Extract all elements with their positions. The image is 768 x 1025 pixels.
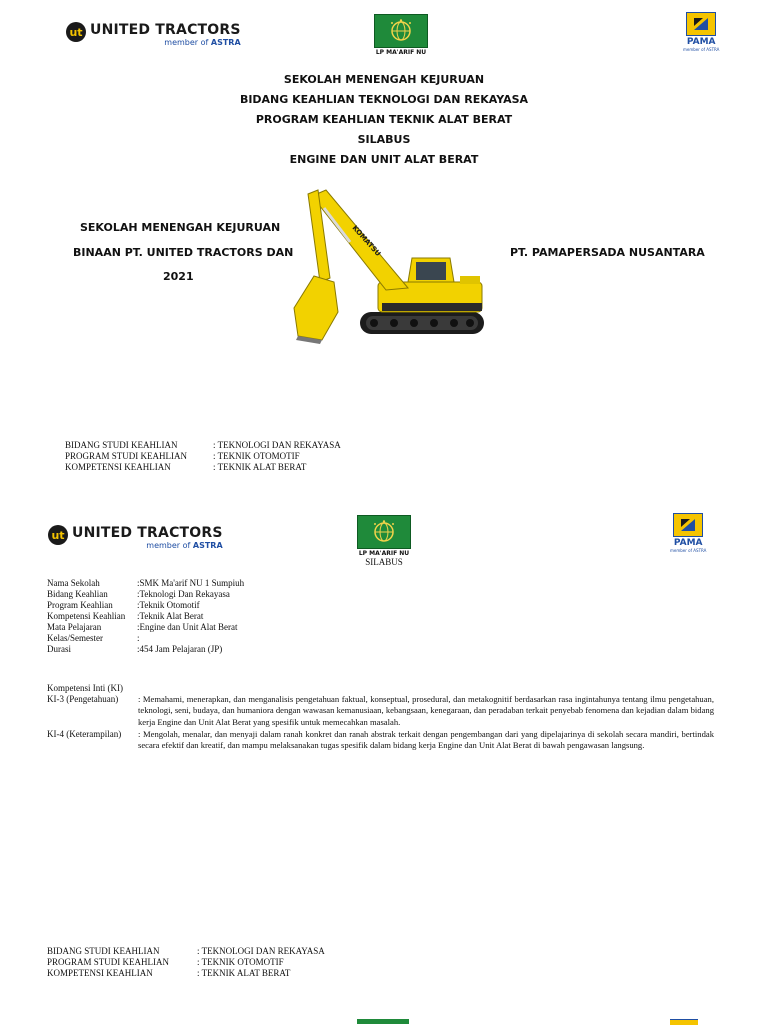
p2-field-row-1: [47, 946, 325, 958]
pama-sub-2: member of ASTRA: [670, 548, 707, 553]
info-value: :Teknik Otomotif: [137, 600, 200, 610]
next-page-nu-logo-partial: [357, 1019, 409, 1024]
nu-globe-icon-2: [357, 515, 411, 549]
nu-label-2: LP MA'ARIF NU: [358, 550, 410, 557]
lp-maarif-nu-logo-2: [357, 515, 411, 557]
header-line-4: SILABUS: [357, 133, 411, 146]
pama-logo-2: [670, 513, 706, 553]
ut-member: member of: [164, 38, 209, 47]
ut-member-line-2: [72, 541, 223, 551]
header-line-3: PROGRAM KEAHLIAN TEKNIK ALAT BERAT: [255, 113, 513, 126]
ut-astra: ASTRA: [210, 38, 241, 47]
ut-name-2: UNITED TRACTORS: [72, 525, 223, 541]
pama-emblem-icon-2: [673, 513, 703, 537]
pama-logo: [683, 12, 719, 52]
united-tractors-logo: [66, 22, 241, 48]
header-line-2: BIDANG KEAHLIAN TEKNOLOGI DAN REKAYASA: [239, 93, 529, 106]
info-label: Bidang Keahlian: [47, 589, 108, 599]
info-row: [47, 633, 244, 644]
p1-field-value-1: : TEKNOLOGI DAN REKAYASA: [213, 440, 341, 450]
p2-field-label-3: KOMPETENSI KEAHLIAN: [47, 968, 153, 978]
pama-name: PAMA: [686, 37, 716, 47]
cover-pama: PT. PAMAPERSADA NUSANTARA: [510, 246, 705, 259]
p2-field-value-2: : TEKNIK OTOMOTIF: [197, 957, 284, 967]
info-value: :Engine dan Unit Alat Berat: [137, 622, 238, 632]
cover-year: 2021: [163, 270, 194, 283]
excavator-brand: KOMATSU: [350, 223, 383, 258]
cover-school: SEKOLAH MENENGAH KEJURUAN: [80, 221, 281, 234]
nu-globe-icon: [374, 14, 428, 48]
p1-field-value-2: : TEKNIK OTOMOTIF: [213, 451, 300, 461]
info-row: [47, 589, 244, 600]
pama-name-2: PAMA: [673, 538, 703, 548]
info-value: :Teknologi Dan Rekayasa: [137, 589, 230, 599]
next-page-pama-logo-partial: [670, 1019, 698, 1025]
school-info: [47, 578, 244, 655]
info-label: Kelas/Semester: [47, 633, 103, 643]
pama-sub: member of ASTRA: [683, 47, 720, 52]
info-row: [47, 578, 244, 589]
info-row: [47, 611, 244, 622]
p1-field-value-3: : TEKNIK ALAT BERAT: [213, 462, 307, 472]
lp-maarif-nu-logo: [374, 14, 428, 56]
p2-field-value-1: : TEKNOLOGI DAN REKAYASA: [197, 946, 325, 956]
header-line-5: ENGINE DAN UNIT ALAT BERAT: [289, 153, 479, 166]
p2-field-row-2: [47, 957, 284, 969]
info-label: Nama Sekolah: [47, 578, 100, 588]
info-value: :454 Jam Pelajaran (JP): [137, 644, 223, 654]
nu-label: LP MA'ARIF NU: [375, 49, 427, 56]
pama-emblem-icon: [686, 12, 716, 36]
ut-member-2: member of: [146, 541, 191, 550]
info-label: Program Keahlian: [47, 600, 113, 610]
p1-field-row-2: [65, 451, 300, 463]
cover-binaan: BINAAN PT. UNITED TRACTORS DAN: [73, 246, 294, 259]
p1-field-label-3: KOMPETENSI KEAHLIAN: [65, 462, 171, 472]
ki3-label: KI-3 (Pengetahuan): [47, 694, 119, 704]
p2-field-row-3: [47, 968, 290, 980]
p2-field-value-3: : TEKNIK ALAT BERAT: [197, 968, 291, 978]
ut-member-line: [90, 38, 241, 48]
header-line-1: SEKOLAH MENENGAH KEJURUAN: [283, 73, 485, 86]
ki4-label: KI-4 (Keterampilan): [47, 729, 122, 739]
info-row: [47, 644, 244, 655]
p1-field-label-1: BIDANG STUDI KEAHLIAN: [65, 440, 178, 450]
info-label: Mata Pelajaran: [47, 622, 102, 632]
excavator-illustration: [290, 178, 488, 350]
silabus-title: SILABUS: [365, 557, 403, 567]
p2-field-label-2: PROGRAM STUDI KEAHLIAN: [47, 957, 170, 967]
p1-field-label-2: PROGRAM STUDI KEAHLIAN: [65, 451, 188, 461]
info-row: [47, 622, 244, 633]
p1-field-row-3: [65, 462, 306, 474]
info-value: :SMK Ma'arif NU 1 Sumpiuh: [137, 578, 245, 588]
info-value: :Teknik Alat Berat: [137, 611, 204, 621]
ut-name: UNITED TRACTORS: [90, 22, 241, 38]
info-value: :: [137, 633, 140, 643]
info-label: Durasi: [47, 644, 71, 654]
ut-emblem-icon: ut: [66, 22, 86, 42]
p1-field-row-1: [65, 440, 341, 452]
ki4-text: : Mengolah, menalar, dan menyaji dalam ranah konkret dan ranah abstrak terkait dengan pengembangan dari yang dipelajarinya di sekolah secara mandiri, bertindak secara efektif dan kreatif, dan mampu melaksanakan tugas spesifik dalam bidang kerja Engine dan Unit Alat Berat di bawah pengawasan langsung.: [138, 729, 714, 751]
p2-field-label-1: BIDANG STUDI KEAHLIAN: [47, 946, 160, 956]
ki-heading: Kompetensi Inti (KI): [47, 683, 123, 693]
info-row: [47, 600, 244, 611]
ki3-text: : Memahami, menerapkan, dan menganalisis pengetahuan faktual, konseptual, prosedural, dan metakognitif berdasarkan rasa ingintahunya tentang ilmu pengetahuan, teknologi, seni, budaya, dan humaniora dengan wawasan kemanusiaan, kebangsaan, kenegaraan, dan peradaban terkait penyebab fenomena dan kejadian dalam bidang kerja Engine dan Unit Alat Berat yang spesifik untuk memecahkan masalah.: [138, 694, 714, 727]
ut-emblem-icon-2: ut: [48, 525, 68, 545]
info-label: Kompetensi Keahlian: [47, 611, 126, 621]
ut-astra-2: ASTRA: [192, 541, 223, 550]
united-tractors-logo-2: [48, 525, 223, 551]
